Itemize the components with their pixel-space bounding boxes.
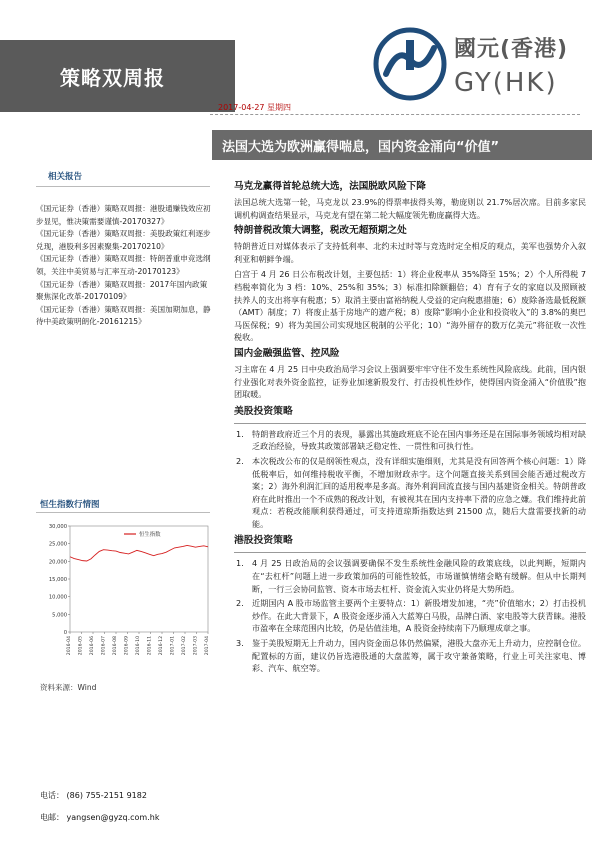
list-item-text: 鉴于美股短期无上升动力，国内资金面总体仍然偏紧，港股大盘亦无上升动力，应控制仓位。配置标的方面，建议仍旨选港股通的大盘蓝筹，属于攻守兼备策略，行业上可关注家电、博彩、汽车、航空等。 [252, 638, 586, 674]
x-tick-label: 2017-02 [182, 636, 187, 656]
series-line-hsi [70, 545, 208, 561]
list-item-text: 近期国内 A 股市场监管主要两个主要特点：1）新股增发加速，“壳”价值缩水；2）打击投机炒作。在此大背景下，A 股资金逐步涌入大蓝筹白马股，品牌白酒、家电股等大获青睐。港股市盈率在全球范围内比较，仍是估值洼地，A 股资金持续南下乃顺理成章之事。 [252, 598, 586, 634]
report-title: 法国大选为欧洲赢得喘息，国内资金涌向“价值” [222, 140, 500, 155]
us-strategy-heading: 美股投资策略 [234, 405, 293, 417]
section-divider [234, 423, 586, 424]
logo-english-name: GY(HK) [454, 68, 558, 98]
contact-email[interactable]: 电邮： yangsen@gyzq.com.hk [40, 813, 160, 822]
paragraph: 法国总统大选第一轮，马克龙以 23.9%的得票率拔得头筹，勒庞则以 21.7%居次席。目前多家民调机构调查结果显示，马克龙有望在第二轮大幅度领先勒庞赢得大选。 [234, 197, 586, 220]
related-report-item[interactable]: 《国元证券（香港）策略双周报：港股通赚钱效应初步显见，惟决策需要谨慎-20170327》 [36, 204, 211, 226]
y-tick-label: 15,000 [48, 577, 67, 583]
list-number: 2. [236, 598, 244, 609]
series-title: 策略双周报 [60, 66, 165, 90]
y-tick-label: 5,000 [52, 612, 67, 619]
y-tick-label: 30,000 [48, 524, 67, 530]
chart-label: 恒生指数行情图 [40, 500, 100, 510]
chart-divider [36, 512, 210, 513]
related-report-item[interactable]: 《国元证券（香港）策略双周报：2017年国内政策聚焦深化改革-20170109》 [36, 279, 208, 302]
x-tick-label: 2016-08 [113, 636, 118, 656]
section-heading: 特朗普税改策大调整，税改无超预期之处 [234, 225, 407, 237]
x-tick-label: 2016-11 [147, 636, 153, 656]
list-item-text: 特朗普政府近三个月的表现，暴露出其施政班底不论在国内事务还是在国际事务领域均相对缺乏政治经验，导致其政策部署缺乏稳定性、一贯性和可执行性。 [252, 428, 586, 452]
x-tick-label: 2016-10 [136, 636, 141, 656]
x-tick-label: 2016-06 [90, 636, 95, 656]
company-logo [372, 26, 584, 102]
date-divider [210, 114, 580, 115]
x-tick-label: 2016-09 [124, 636, 130, 656]
hsi-chart-svg [36, 514, 216, 679]
related-report-item[interactable]: 《国元证券（香港）策略双周报：特朗普重申竞选纲领，关注中美贸易与汇率互动-20170123》 [36, 254, 211, 276]
y-tick-label: 25,000 [48, 541, 67, 548]
list-number: 2. [236, 455, 244, 466]
x-tick-label: 2017-01 [170, 636, 176, 656]
x-tick-label: 2017-03 [193, 636, 199, 656]
x-tick-label: 2016-12 [159, 636, 164, 656]
paragraph: 特朗普近日对媒体表示了支持低利率、北约未过时等与竞选时定全相反的观点，美军也强势介入叙利亚和朝鲜争端。 [234, 241, 586, 264]
list-item [234, 428, 586, 453]
y-tick-label: 0 [63, 630, 67, 636]
x-tick-label: 2017-04 [205, 636, 210, 656]
list-item [234, 597, 586, 635]
paragraph: 习主席在 4 月 25 日中央政治局学习会议上强调要牢牢守住不发生系统性风险底线。此前，国内银行业强化对表外资金监控，证券业加速新股发行、打击投机性炒作，使得国内资金涌入“价值股”抱团取暖。 [234, 363, 586, 400]
contact-phone: 电话： (86) 755-2151 9182 [40, 791, 147, 800]
section-heading: 国内金融强监管、控风险 [234, 347, 340, 359]
list-item [234, 455, 586, 531]
section-divider [234, 552, 586, 553]
list-number: 3. [236, 638, 244, 649]
related-report-item[interactable]: 《国元证券（香港）策略双周报：美国加期加息，静待中美政策明朗化-20161215》 [36, 304, 211, 327]
y-tick-label: 20,000 [48, 559, 67, 566]
y-tick-label: 10,000 [48, 594, 67, 601]
report-date: 2017-04-27 星期四 [218, 103, 292, 112]
hsi-chart [36, 514, 216, 679]
logo-mark-icon [372, 26, 448, 102]
list-number: 1. [236, 558, 244, 569]
related-reports-label: 相关报告 [48, 172, 83, 182]
list-item-text: 4 月 25 日政治局的会议强调要确保不发生系统性金融风险的政策底线，以此判断，短期内在“去杠杆”问题上进一步政策加码的可能性较低，市场谨慎情绪会略有缓解。但从中长期判断，一行三会协同监管、资本市场去杠杆、资金流入实业仍将是大势所趋。 [252, 558, 586, 594]
x-tick-label: 2016-05 [78, 636, 84, 656]
paragraph: 白宫于 4 月 26 日公布税改计划，主要包括：1）将企业税率从 35%降至 15%；2）个人所得税 7 档税率简化为 3 档：10%、25%和 35%；3）标准扣除额翻倍；4）育有子女的家庭以及照顾被扶养人的支出将享有税惠；5）取消主要由富裕纳税人受益的定向税惠措施；6）废除备选最低税额（AMT）制度；7）将废止基于房地产的遗产税；8）废除“影响小企业和投资收入”的 3.8%的奥巴马医保税；9）将为美国公司实现地区税制的公平化；10）“海外留存的数万亿美元”将征收一次性税收。 [234, 269, 586, 343]
list-number: 1. [236, 428, 244, 439]
list-item [234, 637, 586, 675]
hk-strategy-list [234, 557, 586, 674]
section-heading: 马克龙赢得首轮总统大选，法国脱欧风险下降 [234, 181, 426, 192]
x-tick-label: 2016-04 [67, 636, 72, 656]
chart-source: 资料来源：Wind [40, 683, 97, 692]
plot-frame [70, 526, 208, 632]
us-strategy-list [234, 428, 586, 531]
related-report-item[interactable]: 《国元证券（香港）策略双周报：美股政策红利逐步兑现，港股利多因素聚集-20170210》 [36, 229, 211, 251]
x-tick-label: 2016-07 [101, 636, 107, 656]
related-reports-list [36, 203, 214, 329]
list-item-text: 本次税改公布的仅是纲领性观点，没有详细实施细则，尤其是没有回答两个核心问题：1）降低税率后，如何维持税收平衡，不增加财政赤字。这个问题直接关系到国会能否通过税改方案；2）海外利润汇回的适用税率是多高。海外利润回流直接与国内基建资金相关。特朗普政府在此时推出一个不成熟的税改计划，有被视其在国内支持率下滑的应急之嫌。我们维持此前观点：若税改能顺利获得通过，可支持道琼斯指数达到 21500 点，随后大盘需要找新的动能。 [252, 455, 586, 529]
sidebar-divider [36, 186, 210, 187]
list-item [234, 557, 586, 595]
hk-strategy-heading: 港股投资策略 [234, 535, 293, 547]
logo-chinese-name: 國元(香港) [454, 37, 569, 62]
main-content [234, 180, 586, 677]
legend-label: 恒生指数 [139, 532, 161, 538]
